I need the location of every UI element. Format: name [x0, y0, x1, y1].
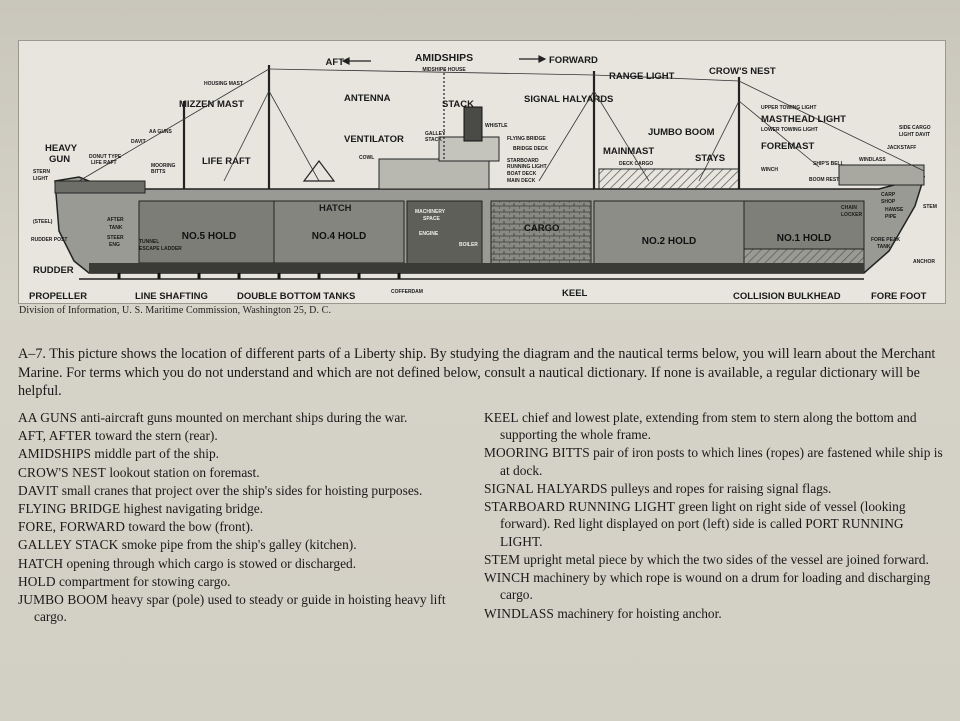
label-heavy-1: HEAVY	[45, 143, 78, 154]
glossary-definition: toward the stern (rear).	[91, 428, 218, 444]
glossary-definition: green light on right side of vessel (looking forward). Red light displayed on port (left) side is called PORT RUNNING LIGHT.	[500, 499, 906, 549]
glossary-definition: lookout station on foremast.	[105, 464, 260, 480]
label-stem: STEM	[923, 204, 937, 210]
label-starboard-1: STARBOARD	[507, 158, 539, 164]
glossary-term: FORE, FORWARD	[18, 519, 125, 535]
label-steering-1: STEER	[107, 235, 124, 241]
glossary-term: AFT, AFTER	[18, 428, 92, 444]
glossary-term: KEEL	[484, 410, 519, 425]
label-donut-1: DONUT TYPE	[89, 154, 122, 160]
glossary-definition: middle part of the ship.	[91, 446, 220, 462]
liferaft-triangle	[304, 161, 334, 181]
label-winch: WINCH	[761, 167, 778, 173]
label-antenna: ANTENNA	[344, 93, 391, 104]
label-jackstaff: JACKSTAFF	[887, 145, 917, 151]
glossary-entry	[18, 555, 470, 572]
glossary-definition: pair of iron posts to which lines (ropes) are fastened while ship is at dock.	[500, 445, 943, 478]
glossary-term: STEM	[484, 551, 521, 567]
label-amidships: AMIDSHIPS	[414, 52, 474, 64]
label-cofferdam: COFFERDAM	[391, 289, 423, 295]
label-machinery-1: MACHINERY	[415, 209, 446, 215]
label-collision-bulkhead: COLLISION BULKHEAD	[733, 291, 841, 302]
label-line-shafting: LINE SHAFTING	[135, 291, 208, 302]
label-tunnel-2: ESCAPE LADDER	[139, 246, 182, 252]
glossary-entry	[18, 518, 470, 535]
glossary-entry	[484, 480, 946, 497]
glossary-entry	[484, 605, 946, 622]
glossary-term: DAVIT	[18, 482, 59, 498]
label-chain-2: LOCKER	[841, 212, 863, 218]
glossary-term: AMIDSHIPS	[18, 446, 92, 462]
label-rudder-post: RUDDER POST	[31, 237, 68, 243]
label-mainmast: MAINMAST	[603, 146, 655, 157]
label-stern-2: LIGHT	[33, 176, 48, 182]
label-flying-bridge: FLYING BRIDGE	[507, 136, 546, 142]
label-anchor: ANCHOR	[913, 259, 935, 265]
glossary-term: CROW'S NEST	[18, 464, 106, 480]
label-fore-peak-2: TANK	[877, 244, 891, 250]
glossary-definition: opening through which cargo is stowed or discharged.	[63, 555, 357, 571]
label-signal-halyards: SIGNAL HALYARDS	[524, 94, 614, 105]
label-davit: DAVIT	[131, 139, 146, 145]
glossary-definition: machinery by which rope is wound on a drum for loading and discharging cargo.	[500, 570, 931, 603]
glossary-entry	[18, 500, 470, 517]
label-hatch: HATCH	[319, 203, 352, 214]
label-mooring-1: MOORING	[151, 163, 176, 169]
label-hawse-1: HAWSE	[885, 207, 904, 213]
label-engine: ENGINE	[419, 231, 439, 237]
glossary-definition: chief and lowest plate, extending from stem to stern along the bottom and supporting the whole frame.	[500, 410, 917, 443]
glossary-term: STARBOARD RUNNING LIGHT	[484, 499, 675, 515]
label-carp-1: CARP	[881, 192, 896, 198]
label-deck-cargo: DECK CARGO	[619, 161, 654, 167]
label-mizzen-mast: MIZZEN MAST	[179, 99, 244, 110]
label-whistle: WHISTLE	[485, 123, 508, 129]
glossary-definition: heavy spar (pole) used to steady or guide in hoisting heavy lift cargo.	[34, 591, 446, 625]
label-housing-mast: HOUSING MAST	[204, 81, 243, 87]
figure-credit: Division of Information, U. S. Maritime Commission, Washington 25, D. C.	[19, 305, 332, 316]
glossary-entry	[484, 444, 946, 479]
glossary-right-column	[484, 409, 946, 623]
label-donut-2: LIFE RAFT	[91, 160, 117, 166]
forecastle	[839, 165, 924, 185]
glossary-entry	[18, 445, 470, 462]
label-windlass: WINDLASS	[859, 157, 886, 163]
label-boom-rest: BOOM REST	[809, 177, 840, 183]
glossary-term: WINDLASS	[484, 605, 554, 621]
liberty-ship-diagram	[18, 40, 946, 304]
label-chain-1: CHAIN	[841, 205, 857, 211]
label-bridge-deck: BRIDGE DECK	[513, 146, 549, 152]
label-boat-deck: BOAT DECK	[507, 171, 537, 177]
glossary-term: AA GUNS	[18, 410, 78, 425]
label-cargo: CARGO	[524, 223, 560, 234]
label-fore-foot: FORE FOOT	[871, 291, 927, 302]
label-upper-towing-light: UPPER TOWING LIGHT	[761, 105, 817, 111]
after-house	[55, 181, 145, 193]
glossary-entry	[18, 482, 470, 499]
glossary-term: GALLEY STACK	[18, 537, 119, 553]
label-galley-1: GALLEY	[425, 131, 446, 137]
label-aa-guns: AA GUNS	[149, 129, 172, 135]
glossary-entry	[484, 551, 946, 568]
glossary-entry	[484, 569, 946, 604]
label-steering-2: ENG	[109, 242, 120, 248]
label-hawse-2: PIPE	[885, 214, 897, 220]
label-keel: KEEL	[562, 288, 588, 299]
label-heavy-2: GUN	[49, 154, 71, 165]
glossary-entry	[484, 498, 946, 550]
label-after-tank-1: AFTER	[107, 217, 124, 223]
label-foremast: FOREMAST	[761, 141, 815, 152]
label-midships-house: MIDSHIPS HOUSE	[422, 67, 466, 73]
glossary-term: FLYING BRIDGE	[18, 500, 121, 516]
glossary-definition: pulleys and ropes for raising signal flags.	[607, 480, 832, 496]
label-mooring-2: BITTS	[151, 169, 166, 175]
glossary-entry	[18, 409, 470, 426]
label-side-cargo-1: SIDE CARGO	[899, 125, 931, 131]
label-cowl: COWL	[359, 155, 375, 161]
label-jumbo-boom: JUMBO BOOM	[648, 127, 715, 138]
label-after-tank-2: TANK	[109, 225, 123, 231]
intro-paragraph: A–7. This picture shows the location of different parts of a Liberty ship. By studying the diagram and the nautical terms below, you will learn about the Merchant Marine. For terms which you do not understand and which are not defined below, consult a nautical dictionary. If none is available, a regular dictionary will be helpful.	[18, 346, 936, 399]
glossary-definition: machinery for hoisting anchor.	[553, 605, 722, 621]
cargo-area	[491, 201, 591, 273]
label-crows-nest: CROW'S NEST	[709, 66, 776, 77]
glossary-definition: smoke pipe from the ship's galley (kitchen).	[118, 537, 357, 553]
label-tunnel-1: TUNNEL	[139, 239, 160, 245]
glossary-term: MOORING BITTS	[484, 445, 590, 461]
label-forward: FORWARD	[549, 55, 598, 66]
label-ventilator: VENTILATOR	[344, 134, 404, 145]
glossary-term: HATCH	[18, 555, 64, 571]
glossary-entry	[18, 573, 470, 590]
label-liferaft: LIFE RAFT	[202, 156, 251, 167]
stack-shape	[464, 107, 482, 141]
glossary-definition: compartment for stowing cargo.	[55, 573, 231, 589]
label-starboard-2: RUNNING LIGHT	[507, 164, 547, 170]
glossary-definition: toward the bow (front).	[124, 519, 254, 535]
label-rudder: RUDDER	[33, 265, 74, 276]
glossary-entry	[18, 536, 470, 553]
label-masthead-light: MASTHEAD LIGHT	[761, 114, 846, 125]
keel-ribs	[119, 273, 399, 279]
glossary-entry	[18, 464, 470, 481]
label-hold-4: NO.4 HOLD	[311, 231, 367, 242]
label-boiler: BOILER	[459, 242, 478, 248]
label-fore-peak-1: FORE PEAK	[871, 237, 901, 243]
label-hold-2: NO.2 HOLD	[641, 236, 697, 247]
glossary-entry	[18, 427, 470, 444]
glossary-term: WINCH	[484, 570, 530, 586]
label-propeller: PROPELLER	[29, 291, 88, 302]
glossary-term: SIGNAL HALYARDS	[484, 480, 608, 496]
label-range-light: RANGE LIGHT	[609, 71, 675, 82]
label-hold-1: NO.1 HOLD	[776, 233, 832, 244]
label-stern-1: STERN	[33, 169, 50, 175]
glossary-definition: small cranes that project over the ship's sides for hoisting purposes.	[58, 482, 423, 498]
glossary-term: JUMBO BOOM	[18, 591, 108, 607]
label-galley-2: STACK	[425, 137, 442, 143]
label-ships-bell: SHIP'S BELL	[813, 161, 844, 167]
glossary-definition: highest navigating bridge.	[120, 500, 264, 516]
glossary-definition: upright metal piece by which the two sides of the vessel are joined forward.	[520, 551, 929, 567]
glossary-entry	[18, 591, 470, 626]
label-carp-2: SHOP	[881, 199, 896, 205]
label-hold-5: NO.5 HOLD	[181, 231, 237, 242]
label-steel: (STEEL)	[33, 219, 53, 225]
glossary-left-column	[18, 409, 470, 626]
label-side-cargo-2: LIGHT DAVIT	[899, 132, 931, 138]
glossary-term: HOLD	[18, 573, 56, 589]
double-bottom-tanks	[89, 263, 864, 273]
label-aft: AFT	[325, 57, 344, 68]
label-stays: STAYS	[695, 153, 726, 164]
ship-cutaway-drawing	[19, 41, 945, 303]
label-stack: STACK	[442, 99, 475, 110]
deck-cargo-shape	[599, 169, 739, 189]
label-double-bottom: DOUBLE BOTTOM TANKS	[237, 291, 356, 302]
midships-house	[379, 159, 489, 189]
label-main-deck: MAIN DECK	[507, 178, 536, 184]
glossary-definition: anti-aircraft guns mounted on merchant ships during the war.	[77, 410, 408, 425]
label-machinery-2: SPACE	[423, 216, 440, 222]
glossary-entry	[484, 409, 946, 444]
label-lower-towing-light: LOWER TOWING LIGHT	[761, 127, 818, 133]
